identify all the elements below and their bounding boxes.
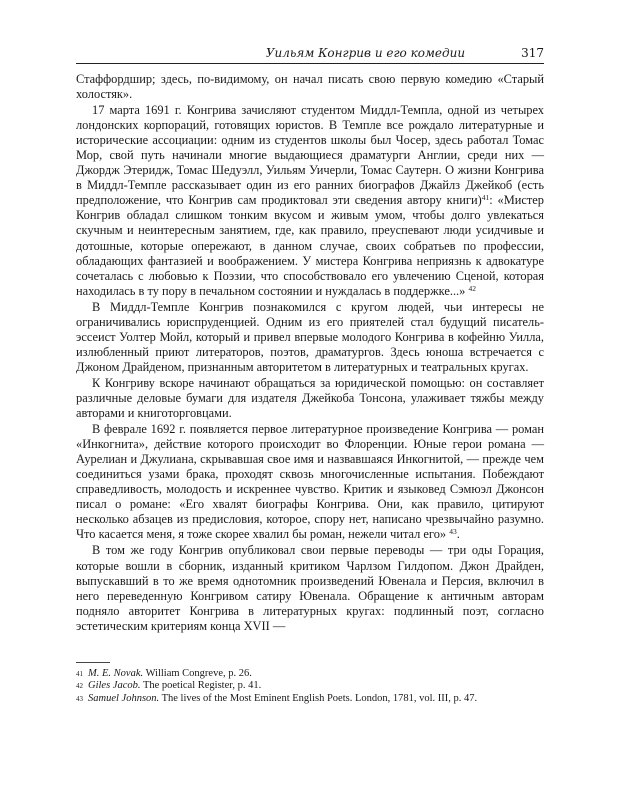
- paragraph: [76, 543, 544, 633]
- text-run: В том же году Конгрив опубликовал свои первые переводы — три оды Горация, которые вошли в сборник, изданный критиком Чарлзом Гилдопом. Джон Драйден, выпускавший в то же время однотомник произведений Ювенала и Персия, включил в него переведенную Конгривом сатиру Ювенала. Обращение к античным авторам подняло авторитет Конгрива в литературных кругах: подлинный поэт, согласно эстетическим критериям конца XVII —: [76, 543, 544, 633]
- footnote-author: M. E. Novak.: [88, 668, 144, 679]
- text-run: : «Мистер Конгрив обладал слишком тонким вкусом и живым умом, чтобы долго увлекаться скучным и неинтересным занятием, где, как правило, преуспевают люди усидчивые и дотошные, которые опережают, в данном случае, своих собратьев по профессии, обладающих фантазией и воображением. У мистера Конгрива неприязнь к адвокатуре сочеталась с любовью к Поэзии, что способствовало его увлечению Сценой, которая находилась в ту пору в печальном состоянии и нуждалась в поддержке...»: [76, 193, 544, 298]
- text-run: К Конгриву вскоре начинают обращаться за юридической помощью: он составляет различные деловые бумаги для издателя Джейкоба Тонсона, улаживает тяжбы между авторами и книготорговцами.: [76, 375, 544, 421]
- text-run: .: [456, 527, 460, 542]
- text-run: В феврале 1692 г. появляется первое литературное произведение Конгрива — роман «Инкогнита», действие которого происходит во Флоренции. Юные герои романа — Аурелиан и Джулиана, скрывавшая свое имя и назвавшаяся Инкогнитой, — прежде чем соединиться узами брака, проходят сквозь многочисленные испытания. Побеждают справедливость, молодость и искреннее чувство. Критик и языковед Сэмюэл Джонсон писал о романе: «Его хвалят биографы Конгрива. Они, как правило, цитируют несколько абзацев из предисловия, которое, спору нет, написано чрезвычайно разумно. Что касается меня, я тоже скорее хвалил бы роман, нежели читал его»: [76, 422, 544, 542]
- footnote: [76, 680, 544, 692]
- footnote-ref: 42: [468, 283, 476, 293]
- text-run: В Миддл-Темпле Конгрив познакомился с кругом людей, чьи интересы не ограничивались юриспруденцией. Одним из его приятелей стал будущий писатель-эссеист Уолтер Мойл, который и привел впервые молодого Конгрива в кофейню Уилла, излюбленный приют литераторов, поэтов, драматургов. Здесь юноша встречается с Джоном Драйденом, признанным авторитетом в литературных и театральных кругах.: [76, 299, 544, 374]
- footnote: [76, 668, 544, 680]
- footnote-text: William Congreve, p. 26.: [145, 668, 252, 679]
- footnote-divider: [76, 662, 110, 663]
- footnote: [76, 693, 544, 705]
- footnote-number: 43: [76, 694, 83, 703]
- text-run: Стаффордшир; здесь, по-видимому, он начал писать свою первую комедию «Старый холостяк».: [76, 72, 544, 102]
- footnote-author: Giles Jacob.: [88, 680, 141, 692]
- text-run: 17 марта 1691 г. Конгрива зачисляют студентом Миддл-Темпла, одной из четырех лондонских корпораций, готовящих юристов. В Темпле все рождало литературные и исторические ассоциации: одним из студентов школы был Чосер, здесь работал Томас Мор, свой путь начинали многие выдающиеся драматурги Англии, среди них — Джордж Этеридж, Томас Шедуэлл, Уильям Уичерли, Томас Саутерн. О жизни Конгрива в Миддл-Темпле рассказывает один из его ранних биографов Джайлз Джейкоб (есть предположение, что Конгрив сам продиктовал эти сведения автору книги): [76, 103, 544, 208]
- footnote-ref: 41: [481, 193, 490, 203]
- footnote-text: The lives of the Most Eminent English Poets. London, 1781, vol. III, p. 47.: [161, 692, 478, 704]
- footnote-number: 42: [76, 682, 83, 691]
- footnote-author: Samuel Johnson.: [88, 692, 160, 704]
- paragraph: [76, 376, 544, 421]
- paragraph: [76, 300, 544, 375]
- footnote-ref: 43: [449, 527, 457, 537]
- running-header: [76, 44, 544, 64]
- footnote-text: The poetical Register, p. 41.: [142, 680, 262, 692]
- page-number: 317: [521, 46, 544, 60]
- paragraph: [76, 72, 544, 102]
- footnote-number: 41: [76, 670, 83, 678]
- paragraph: [76, 422, 544, 542]
- main-text: [76, 72, 544, 635]
- footnotes: [76, 668, 544, 705]
- running-title: Уильям Конгрив и его комедии: [265, 46, 466, 60]
- paragraph: [76, 103, 544, 299]
